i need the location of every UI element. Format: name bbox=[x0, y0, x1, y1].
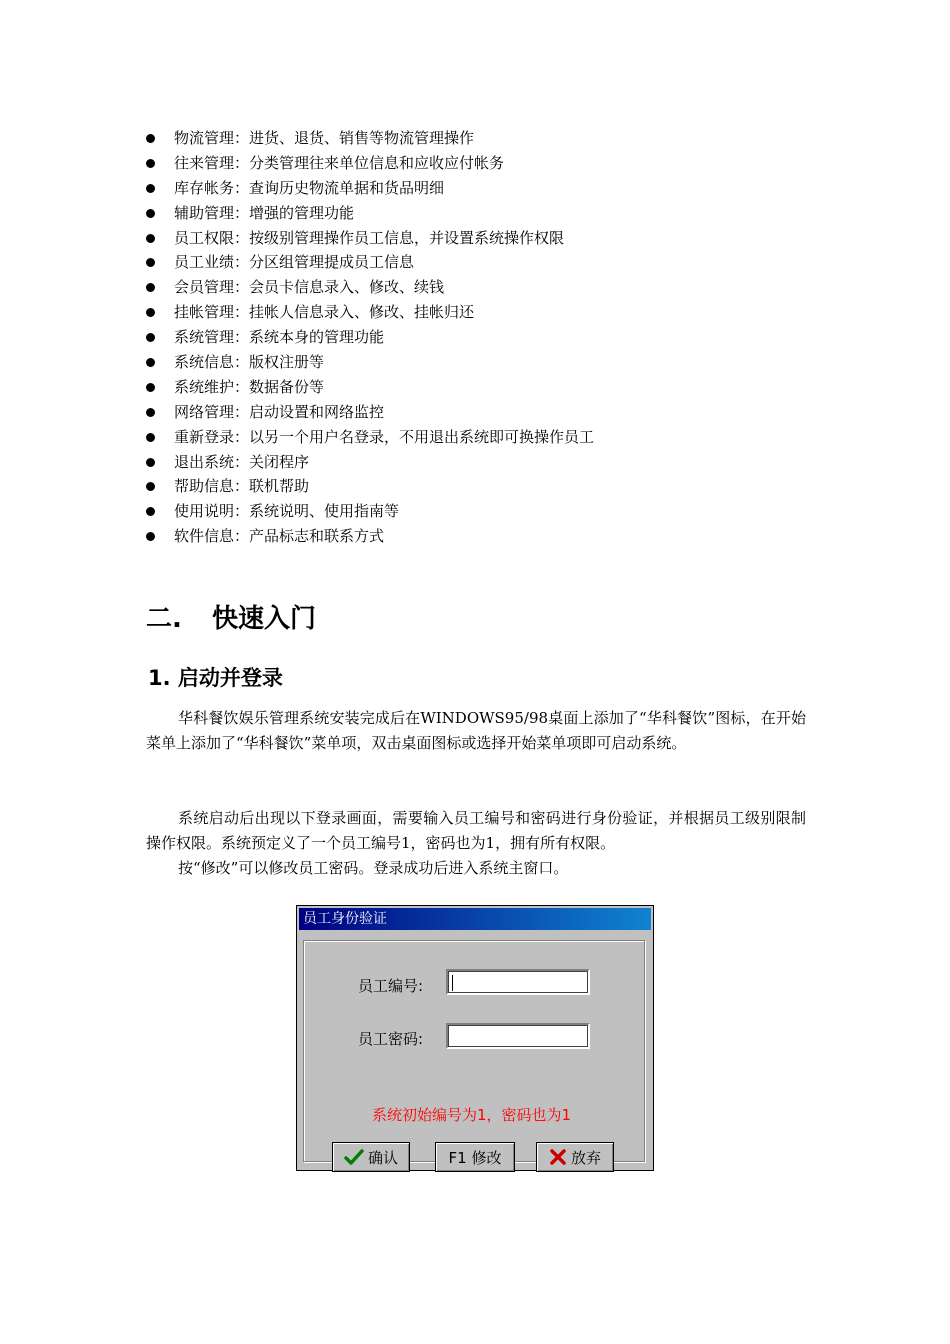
intro-paragraph: 华科餐饮娱乐管理系统安装完成后在WINDOWS95/98桌面上添加了“华科餐饮”图标，在开始菜单上添加了“华科餐饮”菜单项，双击桌面图标或选择开始菜单项即可启动系统。 bbox=[146, 709, 806, 752]
list-item: 使用说明：系统说明、使用指南等 bbox=[146, 499, 594, 524]
list-item: 物流管理：进货、退货、销售等物流管理操作 bbox=[146, 126, 594, 151]
bullet-icon bbox=[146, 134, 155, 143]
section-number: 二. bbox=[146, 604, 182, 634]
bullet-icon bbox=[146, 482, 155, 491]
dialog-titlebar[interactable]: 员工身份验证 bbox=[299, 908, 651, 930]
login-dialog bbox=[296, 905, 654, 1171]
cross-icon bbox=[549, 1148, 567, 1166]
list-item: 退出系统：关闭程序 bbox=[146, 450, 594, 475]
bullet-icon bbox=[146, 507, 155, 516]
list-item: 系统信息：版权注册等 bbox=[146, 350, 594, 375]
list-item: 辅助管理：增强的管理功能 bbox=[146, 201, 594, 226]
text-caret bbox=[452, 975, 453, 991]
list-item: 挂帐管理：挂帐人信息录入、修改、挂帐归还 bbox=[146, 300, 594, 325]
section-heading bbox=[146, 598, 316, 635]
bullet-icon bbox=[146, 333, 155, 342]
check-icon bbox=[344, 1148, 364, 1166]
list-item: 软件信息：产品标志和联系方式 bbox=[146, 524, 594, 549]
bullet-icon bbox=[146, 258, 155, 267]
modify-label: F1 修改 bbox=[448, 1148, 502, 1167]
subsection-heading: 1. 启动并登录 bbox=[148, 666, 283, 690]
bullet-icon bbox=[146, 458, 155, 467]
list-item: 系统维护：数据备份等 bbox=[146, 375, 594, 400]
list-item: 库存帐务：查询历史物流单据和货品明细 bbox=[146, 176, 594, 201]
bullet-icon bbox=[146, 383, 155, 392]
confirm-button[interactable] bbox=[332, 1142, 410, 1172]
list-item: 员工权限：按级别管理操作员工信息，并设置系统操作权限 bbox=[146, 226, 594, 251]
list-item: 重新登录：以另一个用户名登录，不用退出系统即可换操作员工 bbox=[146, 425, 594, 450]
list-item: 系统管理：系统本身的管理功能 bbox=[146, 325, 594, 350]
initial-credentials-hint: 系统初始编号为1，密码也为1 bbox=[372, 1106, 572, 1124]
bullet-icon bbox=[146, 283, 155, 292]
list-item: 会员管理：会员卡信息录入、修改、续钱 bbox=[146, 275, 594, 300]
bullet-icon bbox=[146, 408, 155, 417]
bullet-icon bbox=[146, 209, 155, 218]
cancel-button[interactable] bbox=[536, 1142, 614, 1172]
list-item: 网络管理：启动设置和网络监控 bbox=[146, 400, 594, 425]
modify-paragraph: 按“修改”可以修改员工密码。登录成功后进入系统主窗口。 bbox=[178, 859, 569, 877]
list-item: 往来管理：分类管理往来单位信息和应收应付帐务 bbox=[146, 151, 594, 176]
modify-button[interactable] bbox=[435, 1142, 515, 1172]
employee-id-input[interactable] bbox=[446, 969, 590, 995]
login-paragraph: 系统启动后出现以下登录画面，需要输入员工编号和密码进行身份验证，并根据员工级别限制操作权限。系统预定义了一个员工编号1，密码也为1，拥有所有权限。 bbox=[146, 809, 806, 852]
employee-id-label: 员工编号: bbox=[358, 977, 424, 995]
list-item: 员工业绩：分区组管理提成员工信息 bbox=[146, 250, 594, 275]
cancel-label: 放弃 bbox=[570, 1148, 601, 1167]
bullet-icon bbox=[146, 358, 155, 367]
confirm-label: 确认 bbox=[367, 1148, 398, 1167]
dialog-groupbox bbox=[303, 940, 645, 1167]
employee-password-input[interactable] bbox=[446, 1023, 590, 1049]
employee-password-label: 员工密码: bbox=[358, 1030, 424, 1048]
bullet-icon bbox=[146, 234, 155, 243]
list-item: 帮助信息：联机帮助 bbox=[146, 474, 594, 499]
bullet-icon bbox=[146, 184, 155, 193]
bullet-icon bbox=[146, 308, 155, 317]
feature-list bbox=[146, 126, 594, 549]
bullet-icon bbox=[146, 159, 155, 168]
bullet-icon bbox=[146, 532, 155, 541]
section-title: 快速入门 bbox=[212, 604, 317, 634]
bullet-icon bbox=[146, 433, 155, 442]
